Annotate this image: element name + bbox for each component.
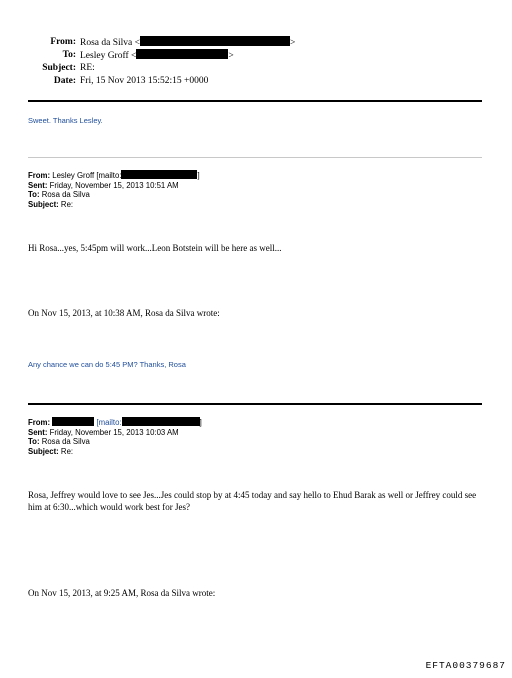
header-date-value: Fri, 15 Nov 2013 15:52:15 +0000 bbox=[80, 76, 209, 86]
header-to-value: Lesley Groff < bbox=[80, 51, 137, 61]
quoted-to-row: To: Rosa da Silva bbox=[28, 190, 90, 200]
quoted-from-row: From: Lesley Groff [mailto: ] bbox=[28, 171, 200, 180]
redaction-bar bbox=[52, 417, 94, 426]
quoted-from-row: From: [mailto: ] bbox=[28, 418, 202, 427]
header-from-label: From: bbox=[50, 37, 76, 47]
quoted-subject-row: Subject: Re: bbox=[28, 199, 74, 209]
redaction-bar bbox=[140, 36, 290, 46]
header-subject-label: Subject: bbox=[42, 63, 76, 73]
message-body: Hi Rosa...yes, 5:45pm will work...Leon Botstein will be here as well... bbox=[28, 243, 282, 253]
document-id: EFTA00379687 bbox=[425, 660, 506, 671]
section-divider bbox=[28, 157, 482, 158]
header-subject-value: RE: bbox=[80, 63, 95, 73]
header-from-close: > bbox=[289, 38, 296, 48]
header-to-label: To: bbox=[62, 50, 76, 60]
header-divider bbox=[28, 100, 482, 102]
quote-attribution: On Nov 15, 2013, at 9:25 AM, Rosa da Silva wrote: bbox=[28, 588, 216, 598]
quote-attribution: On Nov 15, 2013, at 10:38 AM, Rosa da Silva wrote: bbox=[28, 308, 220, 318]
message-body: Rosa, Jeffrey would love to see Jes...Jes could stop by at 4:45 today and say hello to Ehud Barak as well or Jeffrey could see him at 6:30...which would work best for Jes? bbox=[28, 490, 477, 512]
header-date-label: Date: bbox=[53, 76, 76, 86]
quoted-sent-row: Sent: Friday, November 15, 2013 10:51 AM bbox=[28, 180, 179, 190]
redaction-bar bbox=[121, 170, 197, 179]
reply-text: Any chance we can do 5:45 PM? Thanks, Rosa bbox=[28, 360, 186, 369]
redaction-bar bbox=[122, 417, 200, 426]
section-divider bbox=[28, 403, 482, 405]
quoted-header-block bbox=[28, 417, 202, 456]
header-from-value: Rosa da Silva < bbox=[80, 38, 140, 48]
redaction-bar bbox=[136, 49, 228, 59]
quoted-subject-row: Subject: Re: bbox=[28, 446, 74, 456]
quoted-header-block bbox=[28, 170, 200, 209]
header-to-close: > bbox=[228, 51, 234, 61]
quoted-to-row: To: Rosa da Silva bbox=[28, 437, 90, 447]
reply-text: Sweet. Thanks Lesley. bbox=[28, 116, 103, 125]
quoted-sent-row: Sent: Friday, November 15, 2013 10:03 AM bbox=[28, 427, 179, 437]
